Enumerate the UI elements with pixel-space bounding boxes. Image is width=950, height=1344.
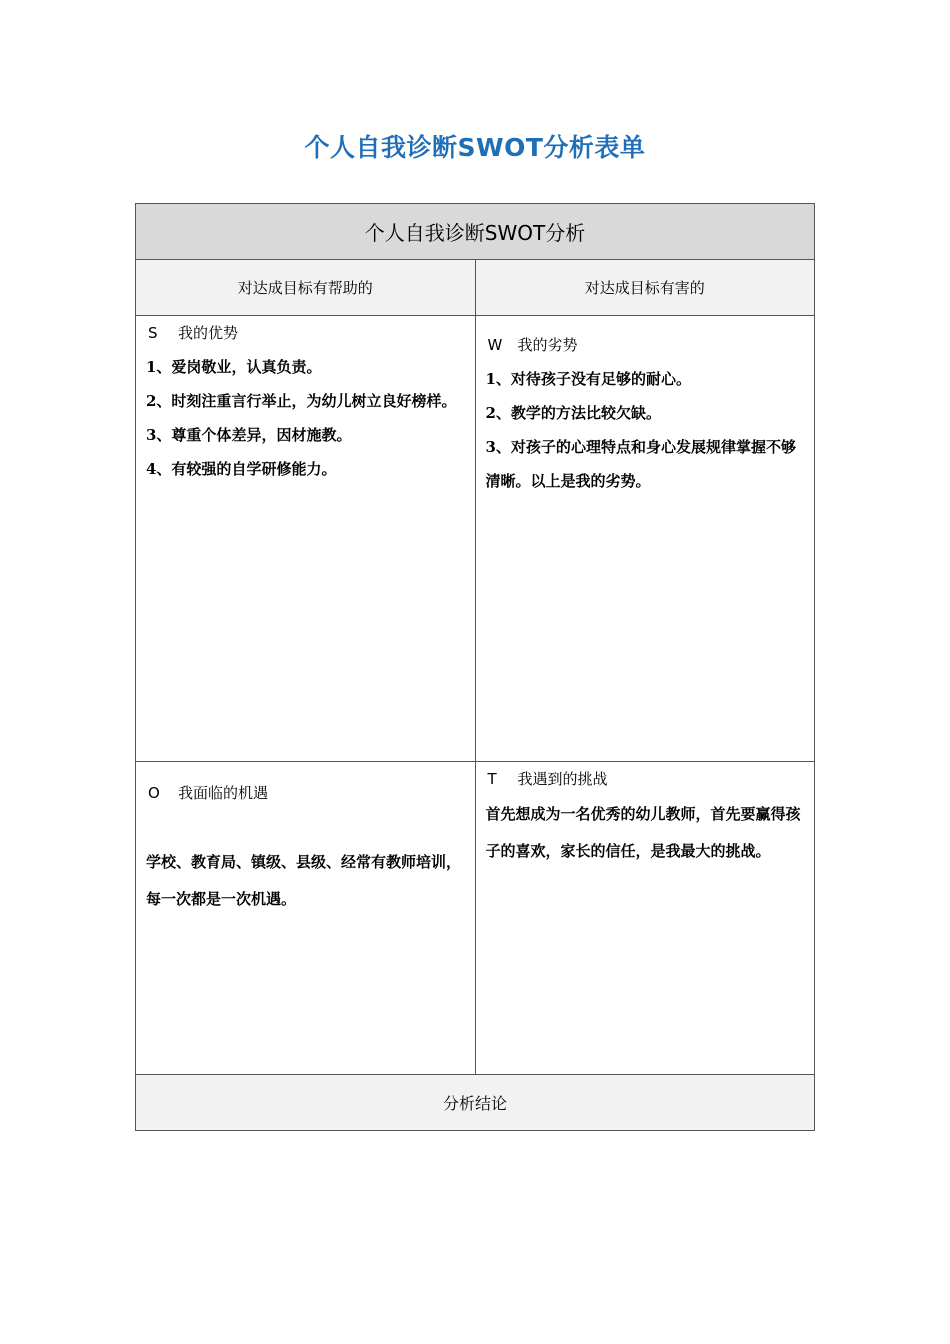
table-header: 个人自我诊断SWOT分析 bbox=[136, 204, 815, 260]
weaknesses-heading bbox=[486, 328, 807, 362]
strengths-title: 我的优势 bbox=[178, 324, 239, 342]
weakness-item: 1、对待孩子没有足够的耐心。 bbox=[485, 370, 691, 388]
threats-heading bbox=[486, 762, 807, 796]
weakness-item: 3、对孩子的心理特点和身心发展规律掌握不够清晰。以上是我的劣势。 bbox=[485, 438, 796, 490]
threats-text: 首先想成为一名优秀的幼儿教师，首先要赢得孩子的喜欢，家长的信任，是我最大的挑战。 bbox=[485, 805, 801, 860]
weaknesses-letter: W bbox=[487, 336, 503, 354]
strength-item: 4、有较强的自学研修能力。 bbox=[146, 460, 337, 478]
threats-title: 我遇到的挑战 bbox=[517, 770, 608, 788]
strengths-heading bbox=[146, 316, 467, 350]
threats-cell bbox=[475, 762, 815, 1075]
opportunities-letter: O bbox=[148, 784, 160, 802]
weaknesses-cell bbox=[475, 316, 815, 762]
opportunities-cell bbox=[136, 762, 476, 1075]
helpful-column-header: 对达成目标有帮助的 bbox=[136, 260, 476, 316]
opportunities-text: 学校、教育局、镇级、县级、经常有教师培训，每一次都是一次机遇。 bbox=[146, 853, 462, 908]
swot-table bbox=[135, 203, 815, 1131]
weakness-item: 2、教学的方法比较欠缺。 bbox=[485, 404, 661, 422]
strengths-cell bbox=[136, 316, 476, 762]
strength-item: 3、尊重个体差异，因材施教。 bbox=[146, 426, 352, 444]
strength-item: 1、爱岗敬业，认真负责。 bbox=[146, 358, 322, 376]
conclusion-cell: 分析结论 bbox=[136, 1075, 815, 1131]
opportunities-heading bbox=[146, 776, 467, 810]
strengths-letter: S bbox=[148, 324, 158, 342]
harmful-column-header: 对达成目标有害的 bbox=[475, 260, 815, 316]
page-title: 个人自我诊断SWOT分析表单 bbox=[304, 133, 646, 162]
threats-letter: T bbox=[487, 770, 497, 788]
strength-item: 2、时刻注重言行举止，为幼儿树立良好榜样。 bbox=[146, 392, 457, 410]
opportunities-title: 我面临的机遇 bbox=[178, 784, 269, 802]
weaknesses-title: 我的劣势 bbox=[517, 336, 578, 354]
